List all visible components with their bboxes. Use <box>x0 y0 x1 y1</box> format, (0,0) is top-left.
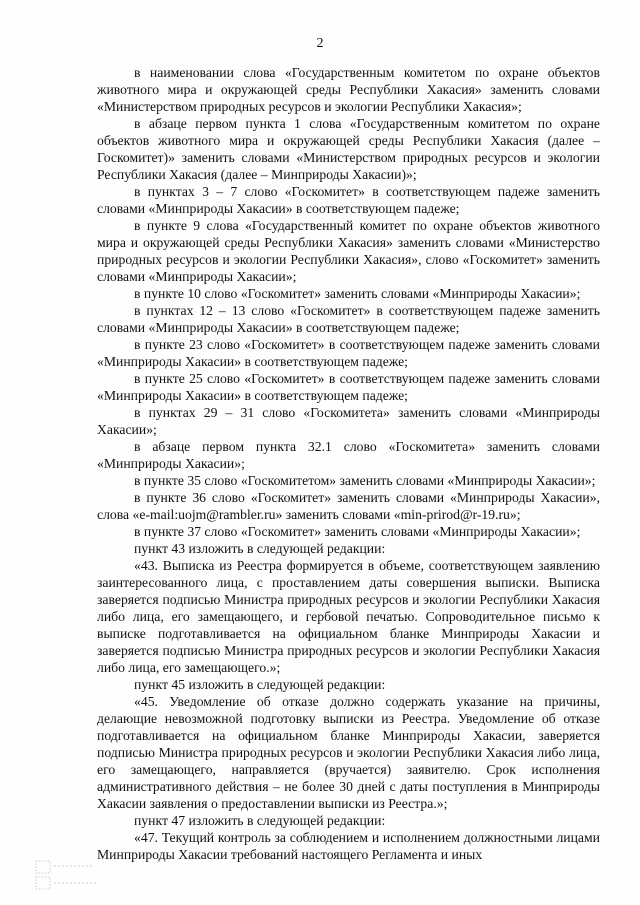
paragraph: в пункте 10 слово «Госкомитет» заменить словами «Минприроды Хакасии»; <box>134 286 581 301</box>
paragraph: в пункте 25 слово «Госкомитет» в соответствующем падеже заменить словами «Минприроды Хакасии» в соответствующем падеже; <box>97 371 600 403</box>
paragraph: в пункте 37 слово «Госкомитет» заменить словами «Минприроды Хакасии»; <box>134 524 581 539</box>
paragraph: «43. Выписка из Реестра формируется в объеме, соответствующем заявлению заинтересованного лица, с проставлением даты совершения выписки. Выписка заверяется подписью Министра природных ресурсов и экологии Республики Хакасия либо лица, его замещающего, и гербовой печатью. Сопроводительное письмо к выписке подготавливается на официальном бланке Минприроды Хакасии и заверяется подписью Министра природных ресурсов и экологии Республики Хакасия либо лица, его замещающего.»; <box>97 558 600 675</box>
paragraph: в абзаце первом пункта 32.1 слово «Госкомитета» заменить словами «Минприроды Хакасии»; <box>97 439 600 471</box>
paragraph: в пункте 35 слово «Госкомитетом» заменить словами «Минприроды Хакасии»; <box>134 473 596 488</box>
paragraph: в наименовании слова «Государственным комитетом по охране объектов животного мира и окружающей среды Республики Хакасия» заменить словами «Министерством природных ресурсов и экологии Республики Хакасия»; <box>97 65 600 114</box>
registration-stamp-mark <box>34 858 104 892</box>
paragraph: «45. Уведомление об отказе должно содержать указание на причины, делающие невозможной подготовку выписки из Реестра. Уведомление об отказе подготавливается на официальном бланке Минприроды Хакасии, заверяется подписью Министра природных ресурсов и экологии Республики Хакасия либо лица, его замещающего, направляется (вручается) заявителю. Срок исполнения административного действия – не более 30 дней с даты поступления в Минприроды Хакасии заявления о предоставлении выписки из Реестра.»; <box>97 694 600 811</box>
paragraph: в пунктах 29 – 31 слово «Госкомитета» заменить словами «Минприроды Хакасии»; <box>97 405 600 437</box>
paragraph: пункт 43 изложить в следующей редакции: <box>134 541 386 556</box>
paragraph: в пункте 36 слово «Госкомитет» заменить словами «Минприроды Хакасии», слова «e-mail:uojm@rambler.ru» заменить словами «min-prirod@r-19.ru»; <box>97 490 600 522</box>
page-number: 2 <box>316 36 324 51</box>
document-body <box>97 64 600 863</box>
paragraph: в пункте 23 слово «Госкомитет» в соответствующем падеже заменить словами «Минприроды Хакасии» в соответствующем падеже; <box>97 337 600 369</box>
paragraph: в пунктах 12 – 13 слово «Госкомитет» в соответствующем падеже заменить словами «Минприроды Хакасии» в соответствующем падеже; <box>97 303 600 335</box>
paragraph: пункт 47 изложить в следующей редакции: <box>134 813 386 828</box>
paragraph: в пункте 9 слова «Государственный комитет по охране объектов животного мира и окружающей среды Республики Хакасия» заменить словами «Министерство природных ресурсов и экологии Республики Хакасия», слово «Госкомитет» заменить словами «Минприроды Хакасии»; <box>97 218 600 284</box>
paragraph: «47. Текущий контроль за соблюдением и исполнением должностными лицами Минприроды Хакасии требований настоящего Регламента и иных <box>97 830 600 862</box>
paragraph: пункт 45 изложить в следующей редакции: <box>134 677 386 692</box>
paragraph: в абзаце первом пункта 1 слова «Государственным комитетом по охране объектов животного мира и окружающей среды Республики Хакасия (далее – Госкомитет)» заменить словами «Министерством природных ресурсов и экологии Республики Хакасия (далее – Минприроды Хакасии)»; <box>97 116 600 182</box>
paragraph: в пунктах 3 – 7 слово «Госкомитет» в соответствующем падеже заменить словами «Минприроды Хакасии» в соответствующем падеже; <box>97 184 600 216</box>
